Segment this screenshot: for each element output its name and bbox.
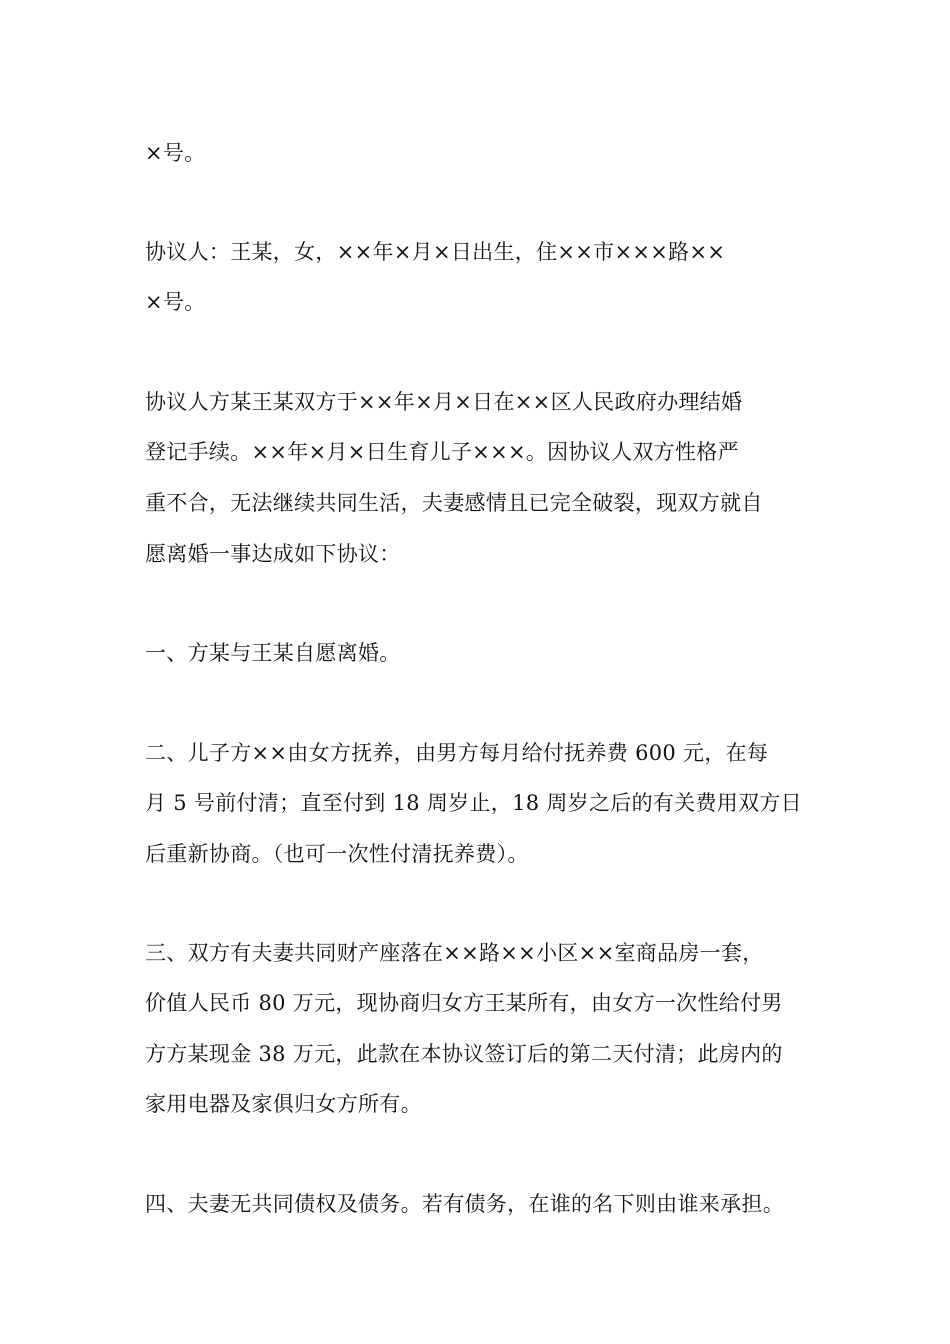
text-line: 家用电器及家俱归女方所有。	[145, 1092, 422, 1116]
text-line: 协议人：王某，女，××年×月×日出生，住××市×××路××	[145, 240, 726, 264]
text-line: ×号。	[145, 141, 206, 165]
text-line: 二、儿子方××由女方抚养，由男方每月给付抚养费 600 元，在每	[145, 741, 769, 765]
text-line: 一、方某与王某自愿离婚。	[145, 641, 401, 665]
text-line: 后重新协商。（也可一次性付清抚养费）。	[145, 842, 529, 866]
text-line: 三、双方有夫妻共同财产座落在××路××小区××室商品房一套，	[145, 941, 764, 965]
text-line: ×号。	[145, 290, 206, 314]
text-line: 重不合，无法继续共同生活，夫妻感情且已完全破裂，现双方就自	[145, 491, 763, 515]
text-line: 月 5 号前付清；直至付到 18 周岁止，18 周岁之后的有关费用双方日	[145, 791, 802, 815]
text-line: 登记手续。××年×月×日生育儿子×××。因协议人双方性格严	[145, 440, 739, 464]
text-line: 愿离婚一事达成如下协议：	[145, 542, 401, 566]
text-line: 方方某现金 38 万元，此款在本协议签订后的第二天付清；此房内的	[145, 1042, 783, 1066]
text-line: 四、夫妻无共同债权及债务。若有债务，在谁的名下则由谁来承担。	[145, 1192, 784, 1216]
text-line: 协议人方某王某双方于××年×月×日在××区人民政府办理结婚	[145, 390, 743, 414]
text-line: 价值人民币 80 万元，现协商归女方王某所有，由女方一次性给付男	[145, 991, 783, 1015]
